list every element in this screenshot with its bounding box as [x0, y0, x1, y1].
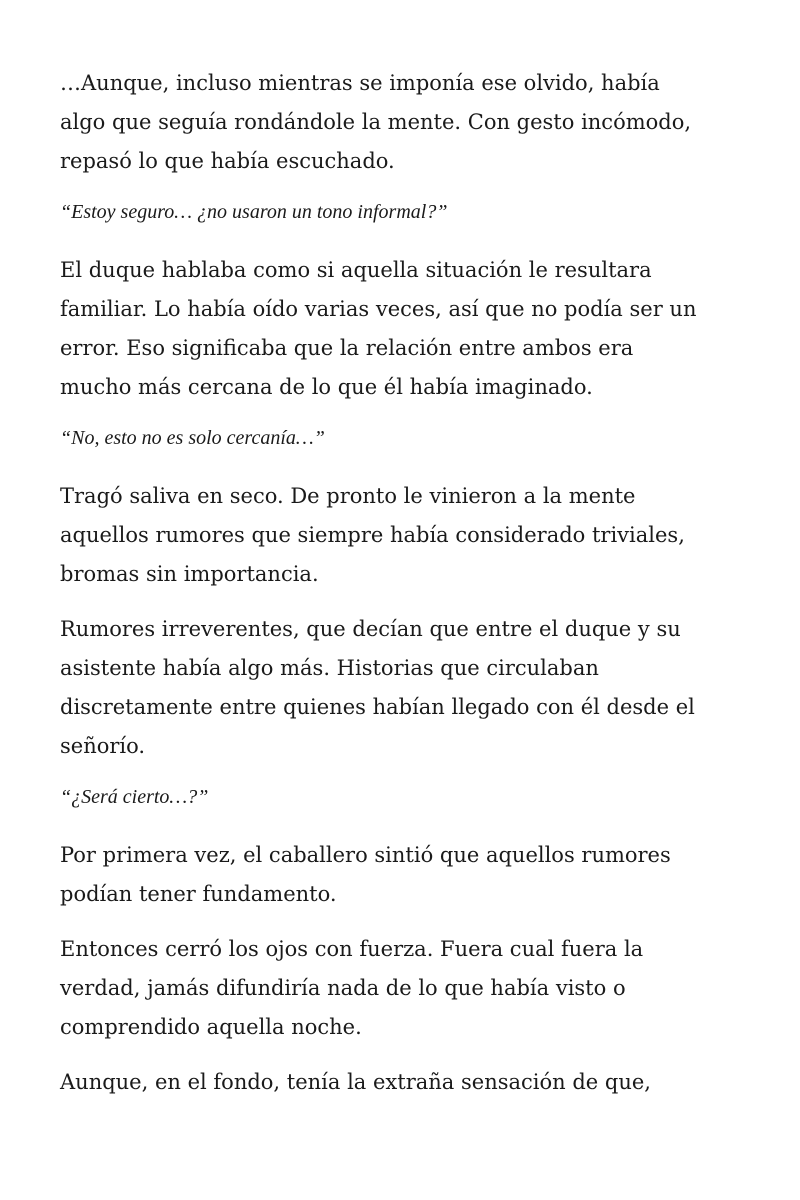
- paragraph: Aunque, en el fondo, tenía la extraña sensación de que,: [60, 1070, 651, 1094]
- document-page: [60, 64, 740, 1118]
- paragraph: …Aunque, incluso mientras se imponía ese olvido, había algo que seguía rondándole la mente. Con gesto incómodo, repasó lo que había escuchado.: [60, 71, 692, 173]
- paragraph: Tragó saliva en seco. De pronto le vinieron a la mente aquellos rumores que siempre había considerado triviales, bromas sin importancia.: [60, 484, 685, 586]
- italic-quote: “Estoy seguro… ¿no usaron un tono informal?”: [60, 201, 448, 223]
- paragraph: El duque hablaba como si aquella situación le resultara familiar. Lo había oído varias veces, así que no podía ser un error. Eso significaba que la relación entre ambos era mucho más cercana de lo que él había imaginado.: [60, 258, 697, 399]
- italic-quote: “No, esto no es solo cercanía…”: [60, 427, 325, 449]
- paragraph: Rumores irreverentes, que decían que entre el duque y su asistente había algo más. Historias que circulaban discretamente entre quienes habían llegado con él desde el señorío.: [60, 617, 695, 758]
- paragraph: Entonces cerró los ojos con fuerza. Fuera cual fuera la verdad, jamás difundiría nada de lo que había visto o comprendido aquella noche.: [60, 937, 644, 1039]
- italic-quote: “¿Será cierto…?”: [60, 786, 209, 808]
- paragraph: Por primera vez, el caballero sintió que aquellos rumores podían tener fundamento.: [60, 843, 671, 906]
